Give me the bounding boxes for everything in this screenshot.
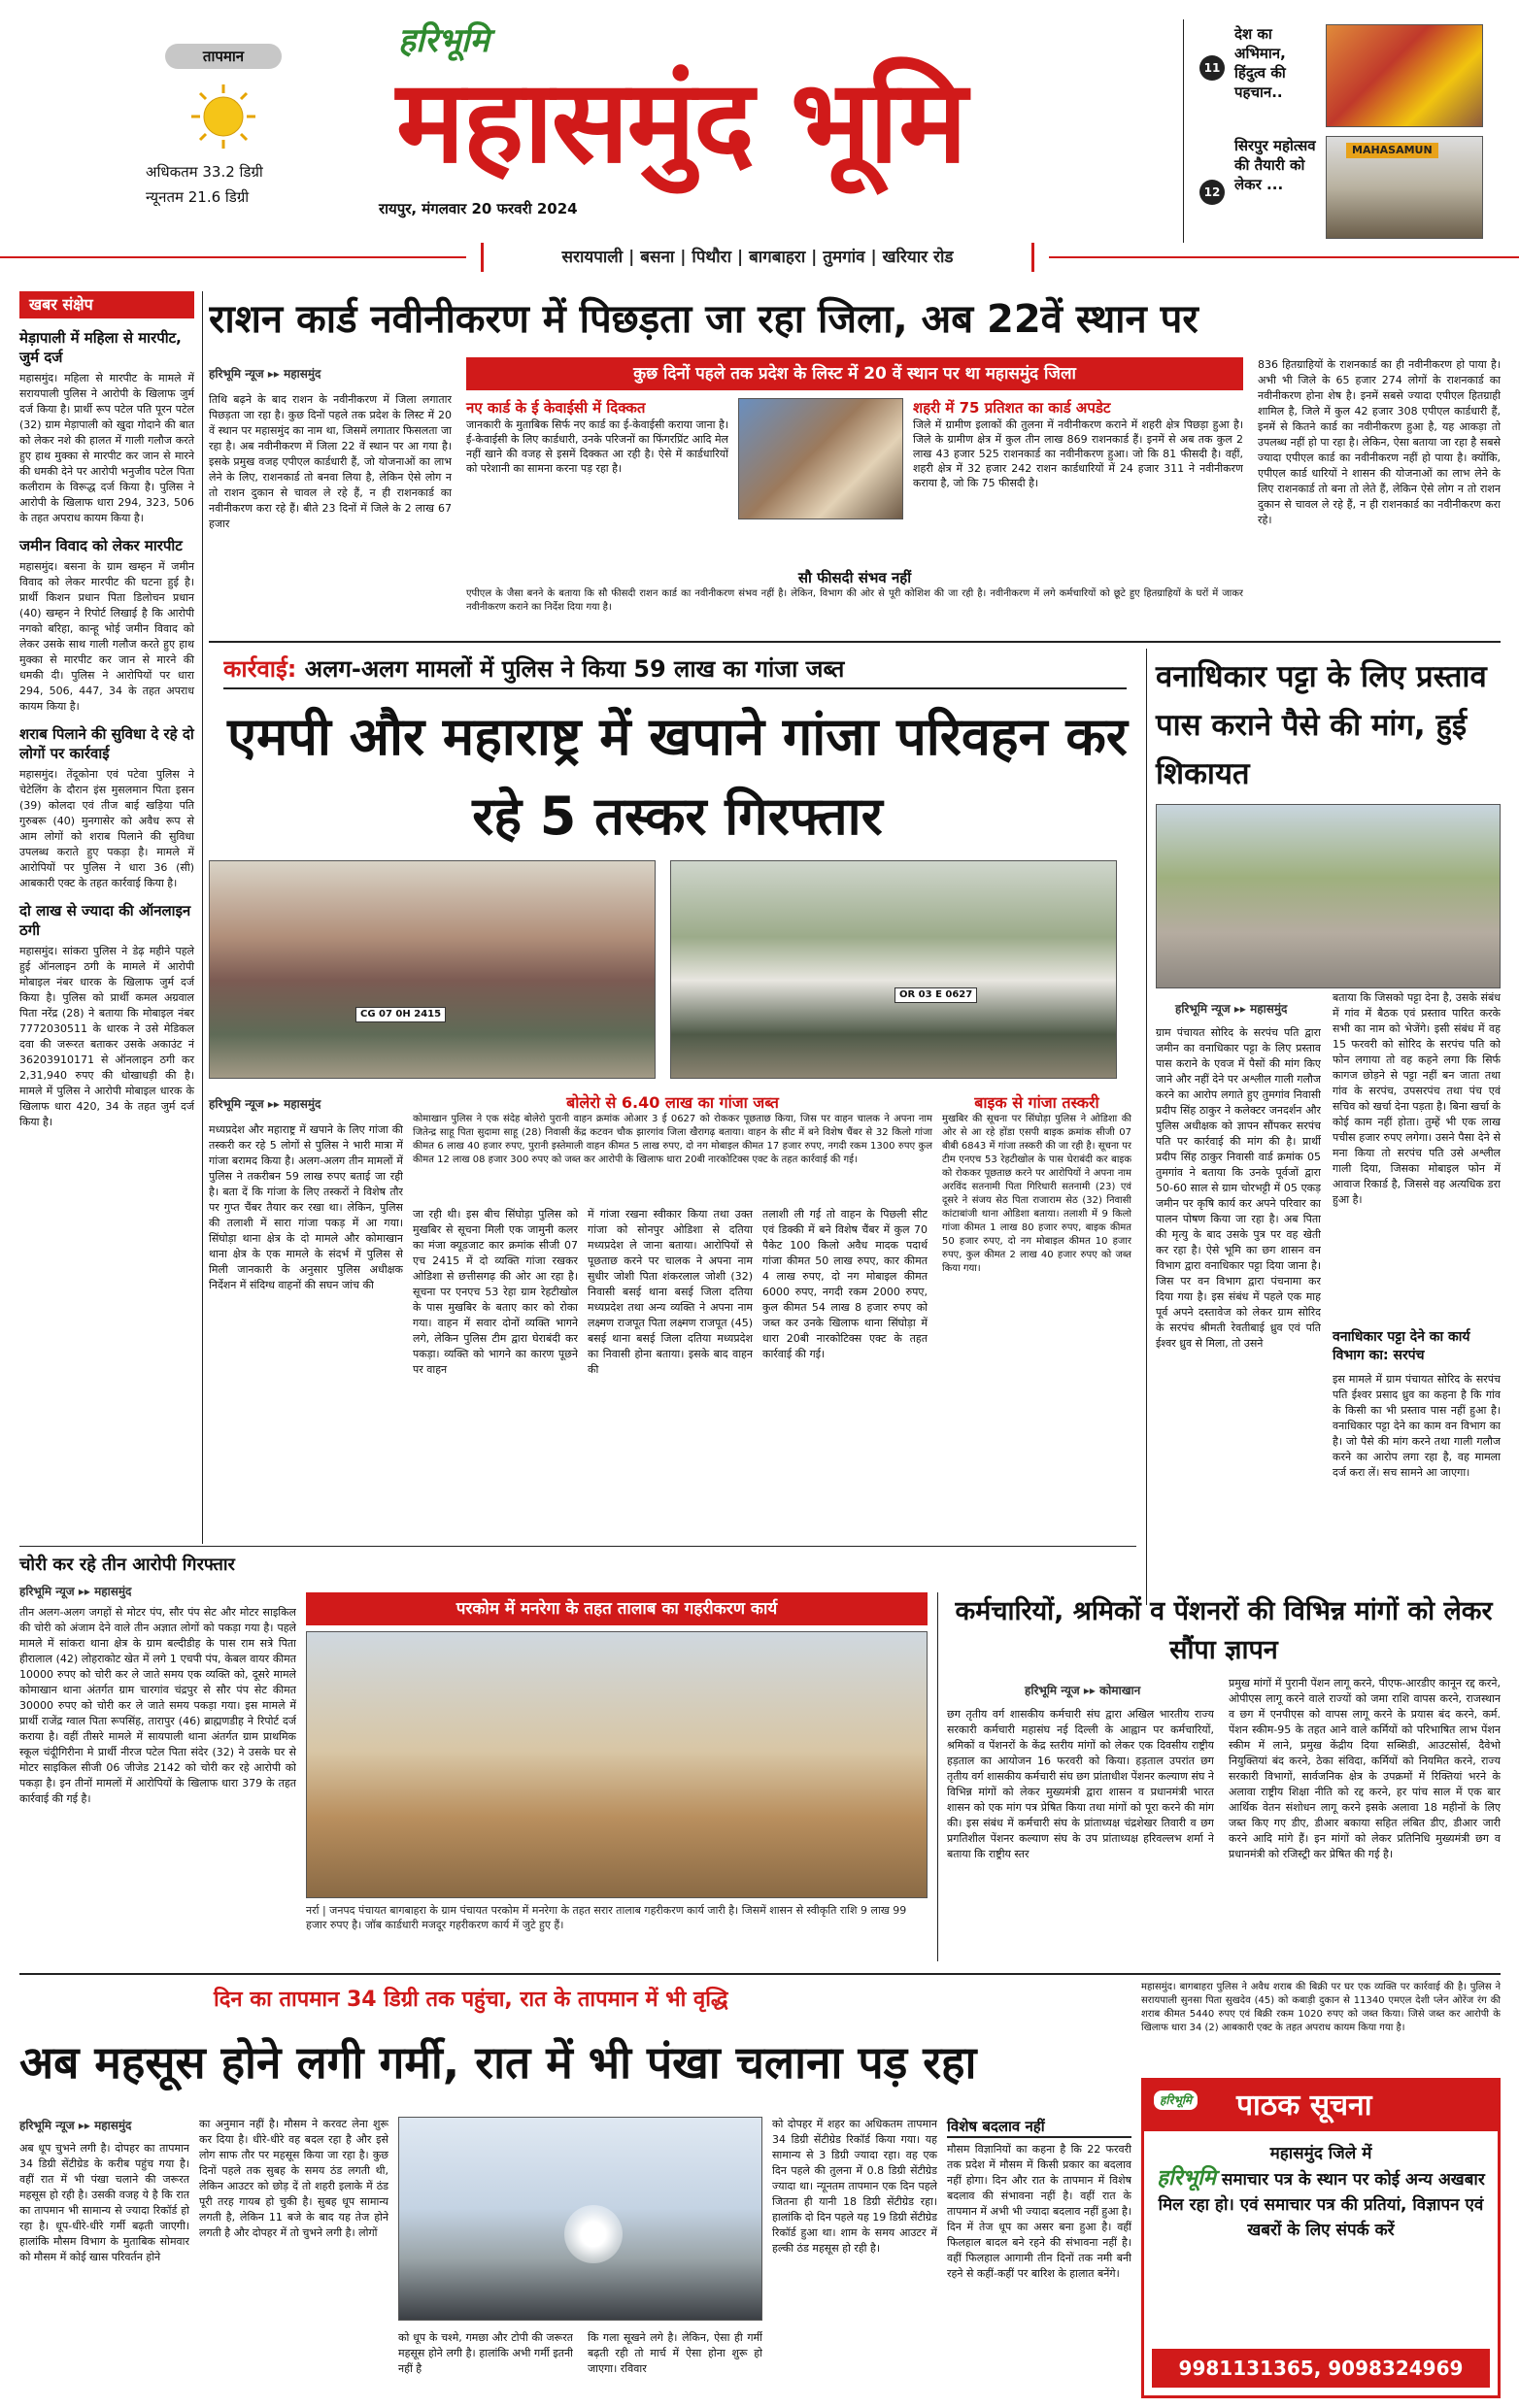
- box-title: नए कार्ड के ई केवाईसी में दिक्कत: [466, 399, 646, 417]
- sidebar-item-title: मेड़ापाली में महिला से मारपीट, जुर्म दर्ज: [19, 329, 182, 366]
- heat-col-3: को धूप के चश्मे, गमछा और टोपी की जरूरत महसूस होने लगी है। हालांकि अभी गर्मी इतनी नहीं है: [398, 2331, 573, 2375]
- sidebar-item: [19, 901, 194, 1130]
- sun-glare-icon: [564, 2205, 623, 2263]
- theft-byline: हरिभूमि न्यूज ▸▸ महासमुंद: [19, 1585, 132, 1598]
- ration-byline: हरिभूमि न्यूज ▸▸ महासमुंद: [209, 367, 321, 381]
- ration-right-body: 836 हितग्राहियों के राशनकार्ड का ही नवीनीकरण हो पाया है। अभी भी जिले के 65 हजार 274 लोगों के राशनकार्ड का नवीनीकरण होना शेष है। इनमें सबसे ज्यादा एपीएल हितग्राही शामिल है, जिले में कुल 42 हजार 308 एपीएल कार्डधारी हैं, इनमें से कितने कार्ड का नवीनीकरण हुआ है, यह आकड़ा तो उपलब्ध नहीं हो पा रहा है। लेकिन, ऐसा बताया जा रहा है सबसे ज्यादा एपीएल कार्ड का नवीनीकरण नहीं हो पाया है। क्योंकि, एपीएल कार्ड धारियों ने शासन की योजनाओं का लाभ लेने के लिए राशनकार्ड तो बना तो लेते हैं, लेकिन ऐसे लोग न तो राशन दुकान से चावल ले रहे हैं, न ही राशनकार्ड का नवीनीकरण करा रहे।: [1258, 358, 1501, 526]
- sidebar-item-body: महासमुंद। सांकरा पुलिस ने डेढ़ महीने पहले हुई ऑनलाइन ठगी के मामले में आरोपी मोबाइल नंबर धारक के खिलाफ जुर्म दर्ज किया है। पुलिस को प्रार्थी कमल अग्रवाल पिता नरेंद्र (28) ने बताया कि मोबाइल नंबर 7772030511 के धारक ने उसे मेडिकल दवा की जरूरत बताकर उसके अकाउंट नं 36203910171 से ऑनलाइन ठगी कर 2,31,940 रुपए की धोखाधड़ी की है। मामले में पुलिस ने आरोपी मोबाइल धारक के खिलाफ धारा 420, 34 के तहत जुर्म दर्ज किया है।: [19, 945, 194, 1128]
- heat-box: [947, 2117, 1131, 2393]
- ration-box-ekyc: [466, 398, 728, 578]
- ration-box-100: [466, 568, 1243, 626]
- teaser-2-text: सिरपुर महोत्सव की तैयारी को लेकर ...: [1234, 137, 1316, 193]
- plate-2: OR 03 E 0627: [895, 987, 977, 1003]
- teaser-2-number: 12: [1199, 180, 1225, 205]
- temperature-min: न्यूनतम 21.6 डिग्री: [146, 188, 250, 206]
- ganja-photo-bolero: [670, 860, 1117, 1079]
- sidebar-item-title: जमीन विवाद को लेकर मारपीट: [19, 537, 183, 554]
- forest-sub-body: इस मामले में ग्राम पंचायत सोरिद के सरपंच पति ईश्वर प्रसाद ध्रुव का कहना है कि गांव के किसी का भी प्रस्ताव पास नहीं हुआ है। वनाधिकार पट्टा देने का काम वन विभाग का है। जो पैसे की मांग करने तथा गाली गलौज करने का आरोप लगा रहा है, वह मामला दर्ज करा लें। सच सामने आ जाएगा।: [1333, 1373, 1501, 1479]
- reader-notice-body: [1144, 2166, 1498, 2243]
- theft-body: तीन अलग-अलग जगहों से मोटर पंप, सौर पंप सेट और मोटर साइकिल की चोरी को अंजाम देने वाले तीन अज्ञात लोगों को पकड़ा गया है। पहले मामले में सांकरा थाना क्षेत्र के ग्राम बल्दीडीह के पास राम सत्रे पिता हीरालाल (42) लोहराकोट खेत में लगे 1 एचपी पंप, केबल वायर कीमत 10000 रुपए को चोरी कर ले जाते समय एक व्यक्ति को, दूसरे मामले कोमाखान थाना अंतर्गत ग्राम चारगांव चंद्रपुर से सौर पंप सेट कीमत 30000 रुपए को चोरी कर ले जाते समय पकड़ा गया। इस मामले में प्रार्थी राजेंद्र ग्वाल पिता रूपसिंह, तारापुर (46) ब्राह्मणडीह ने रिपोर्ट दर्ज कराया है। वहीं तीसरे मामले में सायपाली थाना अंतर्गत ग्राम प्राथमिक स्कूल चंदूीगिरीना मे प्रार्थी नीरज पटेल पिता संदेर (32) ने उसके घर से मोटर साइकिल सीजी 06 जीजेड 2142 को चोरी कर रहे आरोपी को पकड़ा है। इन तीनों मामलों में आरोपियों के खिलाफ धारा 379 के तहत कार्रवाई की गई है।: [19, 1606, 296, 1805]
- forest-divider: [1146, 649, 1147, 1605]
- sidebar-item-title: शराब पिलाने की सुविधा दे रहे दो लोगों पर कार्रवाई: [19, 725, 194, 762]
- paper-title: महासमुंद भूमि: [396, 54, 965, 188]
- reader-notice-title: पाठक सूचना: [1236, 2089, 1372, 2123]
- sidebar-item-body: महासमुंद। महिला से मारपीट के मामले में सरायपाली पुलिस ने आरोपी के खिलाफ जुर्म दर्ज किया है। प्रार्थी रूप पटेल पति पूरन पटेल (32) ग्राम मेड़ापाली को खुदा गोदाने की बात को लेकर नशे की हालत में गाली गलौज करते हुए हाथ मुक्का से मारपीट कर जान से मारने की धमकी देने पर आरोपी भनुजीव पटेल पिता कलीराम के विरूद्ध दर्ज किया है। पुलिस ने आरोपी के खिलाफ धारा 294, 323, 506 के तहत अपराध कायम किया है।: [19, 372, 194, 524]
- teaser-2-photo-label: MAHASAMUN: [1346, 143, 1438, 158]
- bike-box: [942, 1093, 1131, 1443]
- brand-logo: हरिभूमि: [398, 21, 489, 60]
- ganja-kicker-text: अलग-अलग मामलों में पुलिस ने किया 59 लाख का गांजा जब्त: [304, 655, 845, 683]
- temperature-label: तापमान: [165, 44, 282, 69]
- sun-icon: [189, 83, 257, 150]
- towns-rule-right: [1049, 256, 1519, 258]
- reader-notice-line-1: महासमुंद जिले में: [1269, 2144, 1372, 2163]
- heat-story: [19, 1981, 1131, 2398]
- ganja-byline: हरिभूमि न्यूज ▸▸ महासमुंद: [209, 1097, 321, 1111]
- mnrega-caption: नर्रा | जनपद पंचायत बागबाहरा के ग्राम पंचायत परकोम में मनरेगा के तहत सरार तालाब गहरीकरण कार्य जारी है। जिसमें शासन से स्वीकृति राशि 9 लाख 99 हजार रुपए है। जॉब कार्डधारी मजदूर गहरीकरण कार्य में जुटे हुए हैं।: [306, 1904, 907, 1931]
- sidebar-divider: [202, 291, 203, 1544]
- bolero-body: कोमाखान पुलिस ने एक संदेह बोलेरो पुरानी वाहन क्रमांक ओआर 3 ई 0627 को रोककर पूछताछ किया, जिस पर वाहन चालक ने अपना नाम जितेन्द्र साहू पिता सुदामा साहू (28) निवासी केंद्र कटवन चौक झारगांव जिला खैरागढ़ बताया। वाहन के सीट में बने विशेष चैंबर से 32 किलो गांजा कीमत 6 लाख 40 हजार रुपए, पुरानी इस्तेमाली वाहन कीमत 5 लाख रुपए, दो नग मोबाइल कीमत 17 हजार रुपए, नगदी रकम 1300 रुपए कुल कीमत 12 लाख 08 हजार 300 रुपए को जब्त कर आरोपी के खिलाफ धारा 20बी नारकोटिक्स एक्ट के तहत कार्रवाई की गई।: [413, 1114, 932, 1165]
- theft-headline: चोरी कर रहे तीन आरोपी गिरफ्तार: [19, 1555, 235, 1575]
- teaser-1-text: देश का अभिमान, हिंदुत्व की पहचान..: [1234, 25, 1286, 101]
- ganja-photo-car: [209, 860, 656, 1079]
- reader-notice-logo: हरिभूमि: [1154, 2090, 1198, 2110]
- employees-story: [947, 1592, 1501, 1961]
- forest-headline: वनाधिकार पट्टा के लिए प्रस्ताव पास कराने पैसे की मांग, हुई शिकायत: [1156, 659, 1487, 791]
- sidebar-label: खबर संक्षेप: [19, 291, 194, 318]
- teaser-divider: [1183, 19, 1184, 243]
- reader-notice: [1141, 2078, 1501, 2398]
- heat-box-title: विशेष बदलाव नहीं: [947, 2117, 1131, 2138]
- forest-col-2: बताया कि जिसको पट्टा देना है, उसके संबंध में गांव में बैठक एवं प्रस्ताव पारित करके सभी का नाम को भेजेंगे। इसी संबंध में वह 15 फरवरी को सोरिद के सरपंच पति को फोन लगाया तो वह कहने लगा कि सिर्फ कागज छोड़ने से पट्टा नहीं बन जाता तथा गांव के सरपंच, उपसरपंच तथा पंच एवं सचिव को खर्चा देना पड़ता है। बिना खर्चा के कोई काम नहीं होता। तुम्हें भी एक लाख पचीस हजार रुपए लगेगा। उसने पैसा देने से मना किया तो सरपंच पति उसे अश्लील गाली दिया, जिसका मोबाइल फोन में आवाज रिकार्ड है, जिससे वह अत्यधिक डरा हुआ है।: [1333, 991, 1501, 1206]
- employees-divider: [937, 1592, 938, 1961]
- heat-box-body: मौसम विज्ञानियों का कहना है कि 22 फरवरी तक प्रदेश में मौसम में किसी प्रकार का बदलाव नहीं होगा। दिन और रात के तापमान में विशेष बदलाव की संभावना नहीं है। वहीं रात के तापमान में अभी भी ज्यादा बदलाव नहीं हुआ है। दिन में तेज धूप का असर बना हुआ है। वहीं फिलहाल बादल बने रहने की संभावना नहीं है। वहीं फिलहाल आगामी तीन दिनों तक नमी बनी रहने से कहीं-कहीं पर बारिश के हालात बनेंगे।: [947, 2143, 1131, 2280]
- liquor-brief: महासमुंद। बागबाहरा पुलिस ने अवैध शराब की बिक्री पर घर एक व्यक्ति पर कार्रवाई की है। पुलिस ने सरायपाली सुनसा पिता सुखदेव (45) को कबाड़ी दुकान से 11340 एमएल देशी प्लेन ओरेंज रंग की शराब कीमत 5440 रुपए एवं बिक्री रकम 1020 रुपए को जब्त किया। जिसे जब्त कर आरोपी के खिलाफ धारा 34 (2) आबकारी एक्ट के तहत अपराध कायम किया गया है।: [1141, 1982, 1501, 2033]
- heat-col-5: को दोपहर में शहर का अधिकतम तापमान 34 डिग्री सेंटीग्रेड रिकॉर्ड किया गया। यह सामान्य से 3 डिग्री ज्यादा रहा। वह एक दिन पहले की तुलना में 0.8 डिग्री सेंटीग्रेड ज्यादा था। न्यूनतम तापमान एक दिन पहले जितना ही यानी 18 डिग्री सेंटीग्रेड रहा। हालांकि दो दिन पहले यह 19 डिग्री सेंटीग्रेड रिकॉर्ड हुआ था। शाम के समय आउटर में हल्की ठंड महसूस हो रही है।: [772, 2118, 937, 2255]
- news-brief-sidebar: [19, 291, 194, 1471]
- ration-story: [209, 291, 1501, 631]
- ganja-col-4: तलाशी ली गई तो वाहन के पिछली सीट एवं डिक्की में बने विशेष चैंबर में कुल 70 पैकेट 100 किलो अवैध मादक पदार्थ गांजा कीमत 50 लाख रुपए, कार कीमत 4 लाख रुपए, दो नग मोबाइल कीमत 6000 रुपए, नगदी रकम 2000 रुपए, कुल कीमत 54 लाख 8 हजार रुपए को जब्त कर उनके खिलाफ थाना सिंघोड़ा में धारा 20बी नारकोटिक्स एक्ट के तहत कार्रवाई की गई।: [762, 1208, 928, 1360]
- reader-notice-phones[interactable]: 9981131365, 9098324969: [1152, 2349, 1490, 2388]
- masthead: [0, 0, 1519, 282]
- ration-left-body: तिथि बढ़ने के बाद राशन के नवीनीकरण में जिला लगातार पिछड़ता जा रहा है। कुछ दिनों पहले तक प्रदेश के लिस्ट में 20 वें स्थान पर महासमुंद का नाम था, जिसमें लगातार फिसलता जा रहा है। अब नवीनीकरण में जिला 22 वें स्थान पर आ गया है। इसके प्रमुख वजह एपीएल कार्डधारी हैं, जो योजनाओं का लाभ लेने के लिए, राशनकार्ड तो बनवा लिया है, लेकिन ऐसे लोग न तो राशन दुकान से चावल ले रहे हैं, न ही राशनकार्ड का नवीनीकरण करा रहे हैं। बीते 23 दिनों में जिले के 2 लाख 67 हजार: [209, 393, 452, 530]
- ganja-story: [209, 649, 1141, 1542]
- reader-notice-brand: हरिभूमि: [1157, 2166, 1216, 2191]
- forest-col-1: ग्राम पंचायत सोरिद के सरपंच पति द्वारा जमीन का वनाधिकार पट्टा के लिए प्रस्ताव पास कराने के एवज में पैसों की मांग किए जाने और नहीं देने पर अश्लील गाली गलौज करने का आरोप लगाते हुए तुमगांव निवासी प्रदीप सिंह ठाकुर ने कलेक्टर जनदर्शन और पुलिस अधीक्षक को ज्ञापन सौंपकर सरपंच पति पर कार्रवाई की मांग की है। प्रार्थी प्रदीप सिंह ठाकुर निवासी वार्ड क्रमांक 05 तुमगांव ने बताया कि उनके पूर्वजों द्वारा 50-60 साल से ग्राम चोरभट्टी में 05 एकड़ जमीन पर कृषि कार्य कर अपने परिवार का पालन पोषण किया जा रहा है। अब पिता की मृत्यु के बाद उसके पुत्र पर वह खेती कर रहा है। ऐसे भूमि का छग शासन वन विभाग द्वारा वनाधिकार पट्टा दिया जाना है। जिस पर वन विभाग द्वारा पंचनामा कर दिया गया है। इस संबंध में पहले एक माह पूर्व अपने दस्तावेज को लेकर ग्राम सोरिद के सरपंच श्रीमती रेवतीबाई ध्रुव एवं पति ईश्वर ध्रुव से मिला, तो उसने: [1156, 1026, 1321, 1350]
- bolero-box: [413, 1093, 932, 1200]
- teaser-1[interactable]: [1199, 24, 1491, 131]
- heat-col-2: का अनुमान नहीं है। मौसम ने करवट लेना शुरू कर दिया है। धीरे-धीरे वह बदल रहा है और इसे लोग साफ तौर पर महसूस किया जा रहा है। कुछ दिनों पहले तक सुबह के समय ठंड लगती थी, लेकिन आउटर को छोड़ दें तो शहरी इलाके में ठंड पूरी तरह गायब हो चुकी है। सुबह धूप सामान्य लगती है, लेकिन 11 बजे के बाद यह तेज होने लगती है और दोपहर में तो चुभने लगी है। लोगों: [199, 2118, 388, 2239]
- box-body: जिले में ग्रामीण इलाकों की तुलना में नवीनीकरण कराने में शहरी क्षेत्र पिछड़ा हुआ है। जिले के ग्रामीण क्षेत्र में कुल तीन लाख 869 राशनकार्ड हैं। इनमें से अब तक कुल 2 लाख 43 हजार 525 राशनकार्ड का नवीनीकरण हुआ। जो कि 81 फीसदी है। वहीं, शहरी क्षेत्र में 32 हजार 242 राशन कार्डधारियों में 24 हजार 311 ने नवीनीकरण कराया है, जो कि 75 फीसदी है।: [913, 418, 1243, 489]
- sidebar-item-title: दो लाख से ज्यादा की ऑनलाइन ठगी: [19, 902, 191, 939]
- reader-notice-header: [1144, 2081, 1498, 2131]
- ration-box-urban: [913, 398, 1243, 568]
- ration-photo: [738, 398, 903, 519]
- teaser-1-number: 11: [1199, 55, 1225, 81]
- heat-kicker: दिन का तापमान 34 डिग्री तक पहुंचा, रात के तापमान में भी वृद्धि: [214, 1988, 728, 2012]
- dateline: रायपुर, मंगलवार 20 फरवरी 2024: [379, 200, 578, 217]
- ration-headline: राशन कार्ड नवीनीकरण में पिछड़ता जा रहा जिला, अब 22वें स्थान पर: [209, 297, 1198, 342]
- box-body: जानकारी के मुताबिक सिर्फ नए कार्ड का ई-केवाईसी कराया जाना है। ई-केवाईसी के लिए कार्डधारी, उनके परिजनों का फिंगरप्रिंट आदि मेल नहीं खाने की वजह से इसमें दिक्कत आ रही है। ऐसे में कार्डधारियों को परेशानी का सामना करना पड़ रहा है।: [466, 418, 728, 475]
- heat-headline: अब महसूस होने लगी गर्मी, रात में भी पंखा चलाना पड़ रहा: [19, 2036, 977, 2089]
- mnrega-banner: परकोम में मनरेगा के तहत तालाब का गहरीकरण कार्य: [306, 1592, 928, 1625]
- plate-1: CG 07 0H 2415: [355, 1007, 446, 1022]
- sidebar-item: [19, 328, 194, 526]
- employees-col-1: छग तृतीय वर्ग शासकीय कर्मचारी संघ द्वारा अखिल भारतीय राज्य सरकारी कर्मचारी महासंघ नई दिल्ली के आह्वान पर कर्मचारियों, श्रमिकों व पेंशनरों के केंद्र स्तरीय मांगों को लेकर एक दिवसीय राष्ट्रीय हड़ताल का आयोजन 16 फरवरी को किया। हड़ताल उपरांत छग तृतीय वर्ग शासकीय कर्मचारी संघ छग प्रांताधीश पेंशनर कल्याण संघ ने विभिन्न मांगों को लेकर मुख्यमंत्री द्वारा शासन व प्रधानमंत्री भारत शासन को एक मांग पत्र प्रेषित किया तथा मांगों को पूरा करने की मांग की। इस संबंध में कर्मचारी संघ के प्रांताध्यक्ष चंद्रशेखर तिवारी व छग प्रगतिशील पेंशनर कल्याण संघ के उप प्रांताध्यक्ष हरिवल्लभ शर्मा ने बताया कि राष्ट्रीय स्तर: [947, 1708, 1214, 1860]
- ration-banner: कुछ दिनों पहले तक प्रदेश के लिस्ट में 20 वें स्थान पर था महासमुंद जिला: [466, 357, 1243, 390]
- sidebar-item-body: महासमुंद। बसना के ग्राम खम्हन में जमीन विवाद को लेकर मारपीट की घटना हुई है। प्रार्थी किशन प्रधान पिता डिलोचन प्रधान (40) खम्हन ने रिपोर्ट लिखाई है कि आरोपी नगको बरिहा, कान्हू भोई जमीन विवाद को लेकर उसके साथ गाली गलौज करते हुए हाथ मुक्का से मारपीट कर जान से मारने की धमकी दी। पुलिस ने आरोपियों पर धारा 294, 506, 447, 34 के तहत अपराध कायम किया है।: [19, 560, 194, 713]
- forest-story: [1156, 649, 1501, 1605]
- box-title: शहरी में 75 प्रतिशत का कार्ड अपडेट: [913, 399, 1111, 417]
- heat-col-1: अब धूप चुभने लगी है। दोपहर का तापमान 34 डिग्री सेंटीग्रेड के करीब पहुंच गया है। वहीं रात में भी पंखा चलाने की जरूरत महसूस हो रही है। उसकी वजह ये है कि रात का तापमान भी सामान्य से ज्यादा रिकॉर्ड हो रहा है। धूप-धीरे-धीरे गर्मी बढ़ती जाएगी। हालांकि मौसम विभाग के मुताबिक सोमवार को मौसम में कोई खास परिवर्तन होने: [19, 2142, 189, 2263]
- ganja-col-2: जा रही थी। इस बीच सिंघोड़ा पुलिस को मुखबिर से सूचना मिली एक जामुनी कलर का मंजा क्यूडजाट कार क्रमांक सीजी 07 एच 2415 में दो व्यक्ति गांजा रखकर ओडिशा से छत्तीसगढ़ की ओर आ रहा है। सूचना पर एनएच 53 रेहा ग्राम रेहटीखोल के पास मुखबिर के बताए कार को रोका गया। वाहन में सवार दोनों व्यक्ति भागने लगे, लेकिन पुलिस टीम द्वारा घेराबंदी कर पकड़ा। व्यक्ति को भागने का कारण पूछने पर वाहन: [413, 1208, 578, 1376]
- teaser-2[interactable]: [1199, 136, 1491, 243]
- towns-strip: [0, 241, 1519, 274]
- bike-body: मुखबिर की सूचना पर सिंघोड़ा पुलिस ने ओडिशा की ओर से आ रहे होंडा एसपी बाइक क्रमांक सीजी 07 बीबी 6843 में गांजा तस्करी की जा रही है। सूचना पर टीम एनएच 53 रेहटीखोल के पास घेराबंदी कर बाइक को रोककर पूछताछ करने पर आरोपियों ने अपना नाम अरविंद सतनामी पिता गिरिधारी सतनामी (23) एवं दूसरे ने संजय सेठ पिता राजाराम सेठ (32) निवासी कांटाबांजी थाना ओडिशा बताया। तलाशी में 9 किलो गांजा कीमत 1 लाख 80 हजार रुपए, बाइक कीमत 50 हजार रुपए, दो नग मोबाइल कीमत 10 हजार रुपए, कुल कीमत 2 लाख 40 हजार रुपए को जब्त किया गया।: [942, 1114, 1131, 1274]
- box-body: एपीएल के जैसा बनने के बताया कि सौ फीसदी राशन कार्ड का नवीनीकरण संभव नहीं है। लेकिन, विभाग की ओर से पूरी कोशिश की जा रही है। नवीनीकरण में लगे कर्मचारियों को छूटे हुए हितग्राहियों के घरों में जाकर नवीनीकरण कराने का निर्देश दिया गया है।: [466, 588, 1243, 613]
- forest-byline: हरिभूमि न्यूज ▸▸ महासमुंद: [1175, 1002, 1288, 1016]
- forest-photo: [1156, 804, 1501, 988]
- sidebar-item-body: महासमुंद। तेंदूकोना एवं पटेवा पुलिस ने चेटेलिंग के दौरान इंस मुसलमान पिता इसन (39) कोलदा एवं तीज बाई खड़िया पति गुरुबरू (40) मुनगासेर को अवैध रूप से आम लोगों को शराब पिलाने की सुविधा उपलब्ध कराते हुए पकड़ा है। मामले में आरोपियों पर पुलिस ने धारा 36 (सी) आबकारी एक्ट के तहत कार्रवाई किया है।: [19, 768, 194, 889]
- bolero-title: बोलेरो से 6.40 लाख का गांजा जब्त: [566, 1093, 779, 1112]
- bike-title: बाइक से गांजा तस्करी: [974, 1093, 1099, 1112]
- temperature-box: [146, 44, 340, 223]
- box-title: सौ फीसदी संभव नहीं: [797, 569, 912, 586]
- heat-col-4: कि गला सूखने लगे है। लेकिन, ऐसा ही गर्मी बढ़ती रही तो मार्च में ऐसा होना शुरू हो जाएगा। रविवार: [588, 2331, 762, 2375]
- mnrega-photo: [306, 1631, 928, 1898]
- sidebar-item: [19, 536, 194, 715]
- ganja-kicker-label: कार्रवाई:: [223, 655, 297, 683]
- ganja-kicker: [223, 651, 1127, 689]
- teaser-1-photo: [1326, 24, 1483, 127]
- temperature-max: अधिकतम 33.2 डिग्री: [146, 163, 263, 181]
- reader-notice-text: समाचार पत्र के स्थान पर कोई अन्य अखबार मिल रहा हो। एवं समाचार पत्र की प्रतियां, विज्ञापन एवं खबरों के लिए संपर्क करें: [1158, 2170, 1485, 2240]
- towns-rule-left: [0, 256, 466, 258]
- heat-photo: [398, 2117, 762, 2321]
- teaser-2-photo: [1326, 136, 1483, 239]
- rule-before-heat: [19, 1973, 1501, 1975]
- towns-list: सरायपाली | बसना | पिथौरा | बागबाहरा | तुमगांव | खरियार रोड: [481, 243, 1034, 272]
- rule-after-ration: [209, 641, 1501, 643]
- heat-byline: हरिभूमि न्यूज ▸▸ महासमुंद: [19, 2119, 132, 2132]
- forest-sub-title: वनाधिकार पट्टा देने का कार्य विभाग का: सरपंच: [1333, 1329, 1470, 1363]
- sidebar-item: [19, 724, 194, 891]
- rule-before-theft: [19, 1546, 1136, 1547]
- ganja-col-3: में गांजा रखना स्वीकार किया तथा उक्त गांजा को सोनपुर ओडिशा से दतिया मध्यप्रदेश ले जाना बताया। आरोपियों से पूछताछ करने पर चालक ने अपना नाम सुधीर जोशी पिता शंकरलाल जोशी (32) निवासी बसई थाना बसई जिला दतिया मध्यप्रदेश तथा अन्य व्यक्ति ने अपना नाम लक्ष्मण राजपूत पिता लक्ष्मण राजपूत (45) बसई थाना बसई जिला दतिया मध्यप्रदेश का निवासी होना बताया। इसके बाद वाहन की: [588, 1208, 753, 1376]
- mnrega-story: [306, 1592, 928, 1942]
- employees-col-2: प्रमुख मांगों में पुरानी पेंशन लागू करने, पीएफ-आरडीए कानून रद्द करने, ओपीएस लागू करने वाले राज्यों को जमा राशि वापस करने, राजस्थान व छग में एनपीएस को वापस लागू करने के प्रयास बंद करने, कर्म. पेंशन स्कीम-95 के तहत आने वाले कर्मियों को परिभाषित लाभ पेंशन स्कीम में लाने, प्रमुख केंद्रीय दिया सब्सिडी, आउटसोर्स, दैवेभो नियुक्तियां बंद करने, ठेका संविदा, कर्मियों को नियमित करने, राज्य सरकारी विभागों, सार्वजनिक क्षेत्र के उपक्रमों में रिक्तियां भरने के अलावा राष्ट्रीय शिक्षा नीति को रद्द करने, हर पांच साल में एक बार आर्थिक वेतन संशोधन लागू करने इसके अलावा 18 महीनों के लिए जब्त किए गए डीए, डीआर बकाया सहित लंबित डीए, डीआर जारी करने आदि मांगे हैं। इन मांगों को लेकर प्रतिनिधि मुख्यमंत्री छग व प्रधानमंत्री को रजिस्ट्री कर प्रेषित की गई है।: [1229, 1677, 1501, 1860]
- theft-story: [19, 1554, 296, 1961]
- employees-headline: कर्मचारियों, श्रमिकों व पेंशनरों की विभिन्न मांगों को लेकर सौंपा ज्ञापन: [955, 1596, 1493, 1665]
- employees-byline: हरिभूमि न्यूज ▸▸ कोमाखान: [1025, 1684, 1141, 1697]
- ganja-headline: एमपी और महाराष्ट्र में खपाने गांजा परिवहन कर रहे 5 तस्कर गिरफ्तार: [227, 706, 1128, 847]
- ganja-col-1: मध्यप्रदेश और महाराष्ट्र में खपाने के लिए गांजा की तस्करी कर रहे 5 लोगों से पुलिस ने भारी मात्रा में गांजा बरामद किया है। अलग-अलग तीन मामलों में पुलिस ने तकरीबन 59 लाख रुपए बताई जा रही है। बता दें कि गांजा के लिए तस्करों ने विशेष तौर पर गुप्त चैंबर तैयार कर रखा था। लेकिन, पुलिस की तलाशी में सारा गांजा पकड़ में आ गया। सिंघोड़ा थाना क्षेत्र के दो मामले और कोमाखान थाना क्षेत्र के एक मामले के संदर्भ में पुलिस से मिली जानकारी के अनुसार पुलिस अधीक्षक निर्देशन में संदिग्ध वाहनों की सघन जांच की: [209, 1123, 403, 1291]
